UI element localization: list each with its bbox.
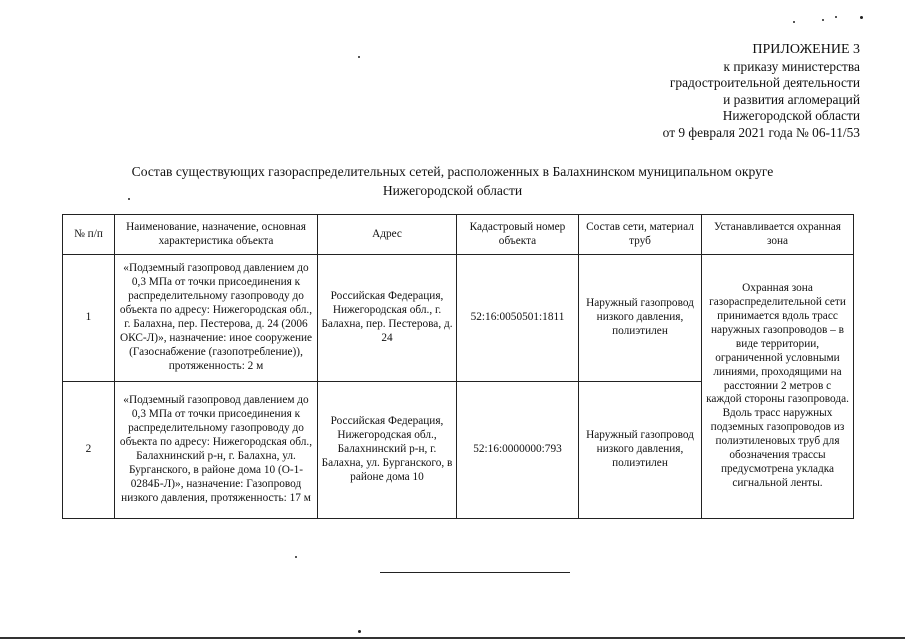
table-header-row — [63, 215, 854, 255]
page-edge-line — [0, 637, 905, 639]
appendix-date-line: от 9 февраля 2021 года № 06-11/53 — [662, 124, 860, 140]
closing-divider — [380, 572, 570, 573]
appendix-line: Нижегородской области — [722, 108, 860, 124]
document-title-line2: Нижегородской области — [382, 183, 523, 198]
gas-networks-table — [62, 214, 854, 519]
scan-speck — [295, 556, 297, 558]
row-name: «Подземный газопровод давлением до 0,3 МПа от точки присоединения к распределительному газопроводу до объекта по адресу: Нижегородская обл., г. Балахна, пер. Пестерова, д. 24 (2006 ОКС-Л)», назначение: иное сооружение (Газоснабжение (газопотребление)), протяженность: 2 м — [115, 255, 318, 382]
appendix-label: ПРИЛОЖЕНИЕ 3 — [752, 42, 860, 57]
header-network: Состав сети, материал труб — [579, 215, 702, 255]
row-number: 2 — [63, 382, 115, 519]
header-number: № п/п — [63, 215, 115, 255]
header-name: Наименование, назначение, основная характеристика объекта — [115, 215, 318, 255]
row-name: «Подземный газопровод давлением до 0,3 МПа от точки присоединения к распределительному газопроводу до объекта по адресу: Нижегородская обл., Балахнинский р-н, г. Балахна, ул. Бурганского, в районе дома 10 (О-1-0284Б-Л)», назначение: Газопровод низкого давления, протяженность: 17 м — [115, 382, 318, 519]
scan-speck — [835, 16, 837, 18]
scan-speck — [358, 630, 361, 633]
header-cadastral: Кадастровый номер объекта — [457, 215, 579, 255]
row-cadastral: 52:16:0000000:793 — [457, 382, 579, 519]
protection-zone-cell: Охранная зона газораспределительной сети принимается вдоль трасс наружных газопроводов – в виде территории, ограниченной условными линиями, проходящими на расстоянии 2 метров с каждой стороны газопровода. Вдоль трасс наружных подземных газопроводов из полиэтиленовых труб для обозначения трассы предусмотрена укладка сигнальной ленты. — [702, 255, 854, 519]
appendix-line: к приказу министерства — [723, 58, 860, 74]
header-address: Адрес — [318, 215, 457, 255]
row-network: Наружный газопровод низкого давления, полиэтилен — [579, 255, 702, 382]
appendix-header — [663, 42, 860, 142]
row-network: Наружный газопровод низкого давления, полиэтилен — [579, 382, 702, 519]
row-number: 1 — [63, 255, 115, 382]
document-title — [0, 162, 905, 200]
row-address: Российская Федерация, Нижегородская обл., Балахнинский р-н, г. Балахна, ул. Бурганского, в районе дома 10 — [318, 382, 457, 519]
table-row — [63, 255, 854, 382]
row-cadastral: 52:16:0050501:1811 — [457, 255, 579, 382]
scan-speck — [822, 19, 824, 21]
document-title-line1: Состав существующих газораспределительных сетей, расположенных в Балахнинском муниципальном округе — [131, 164, 774, 179]
appendix-line: градостроительной деятельности — [669, 75, 860, 91]
scan-speck — [860, 16, 863, 19]
header-protection-zone: Устанавливается охранная зона — [702, 215, 854, 255]
scan-speck — [793, 21, 795, 23]
row-address: Российская Федерация, Нижегородская обл., г. Балахна, пер. Пестерова, д. 24 — [318, 255, 457, 382]
scan-speck — [358, 56, 360, 58]
appendix-line: и развития агломераций — [723, 91, 860, 107]
